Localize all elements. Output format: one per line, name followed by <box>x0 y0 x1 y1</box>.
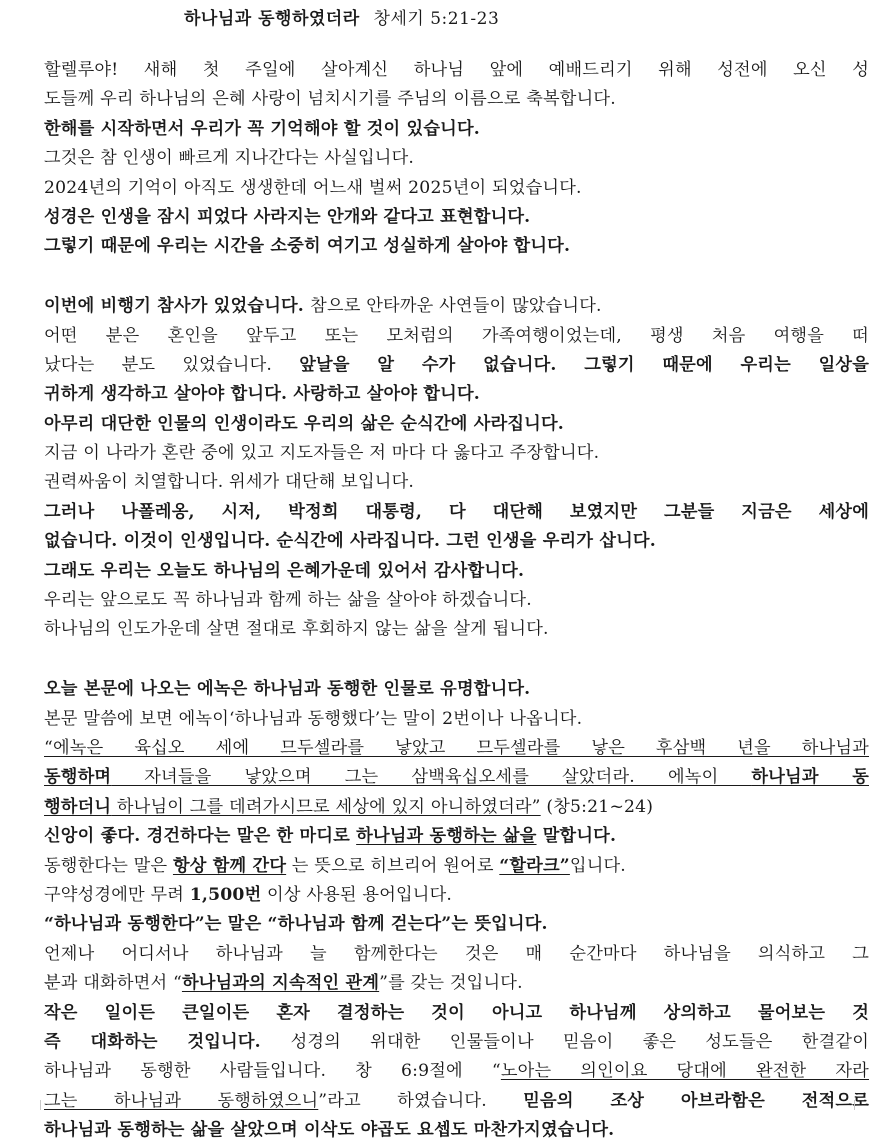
text-line <box>44 615 869 644</box>
text-segment: 어떤 분은 혼인을 앞두고 또는 모처럼의 가족여행이었는데, 평생 처음 여행을 떠 <box>44 325 869 346</box>
text-segment: 즉 대화하는 것입니다. <box>44 1031 291 1052</box>
text-line <box>44 1057 869 1086</box>
text-segment: 본문 말씀에 보면 에녹이‘하나님과 동행했다’는 말이 2번이나 나옵니다. <box>44 708 583 729</box>
text-line <box>44 1028 869 1057</box>
text-line <box>44 203 869 232</box>
text-segment: 하나님의 인도가운데 살면 절대로 후회하지 않는 삶을 살게 됩니다. <box>44 619 549 640</box>
text-segment: 이번에 비행기 참사가 있었습니다. <box>44 296 311 317</box>
paragraph-gap <box>44 645 869 675</box>
text-segment: 동행한다는 말은 <box>44 855 173 876</box>
text-segment: 아무리 대단한 인물의 인생이라도 우리의 삶은 순식간에 사라집니다. <box>44 413 564 434</box>
text-line <box>44 881 869 910</box>
text-line <box>44 763 869 792</box>
text-line <box>44 292 869 321</box>
text-segment: 구약성경에만 무려 <box>44 884 190 905</box>
text-line <box>44 174 869 203</box>
text-segment: 동행하며 <box>44 767 112 788</box>
text-segment: “할라크” <box>499 855 570 876</box>
text-segment: 그렇기 때문에 우리는 시간을 소중히 여기고 성실하게 살아야 합니다. <box>44 236 571 257</box>
text-line <box>44 557 869 586</box>
text-segment: 자녀들을 낳았으며 그는 삼백육십오세를 살았더라. 에녹이 <box>111 767 752 788</box>
text-segment: 우리는 앞으로도 꼭 하나님과 함께 하는 삶을 살아야 하겠습니다. <box>44 590 532 611</box>
text-segment: “에녹은 육십오 세에 므두셀라를 낳았고 므두셀라를 낳은 후삼백 년을 하나님과 <box>44 737 869 758</box>
text-line <box>44 232 869 261</box>
text-line <box>44 85 869 114</box>
text-line <box>44 322 869 351</box>
text-line <box>44 498 869 527</box>
text-segment: 지금 이 나라가 혼란 중에 있고 지도자들은 저 마다 다 옳다고 주장합니다. <box>44 443 600 464</box>
text-segment: 1,500번 <box>189 884 262 905</box>
text-line <box>44 56 869 85</box>
text-segment: 입니다. <box>569 855 626 876</box>
page-corner-mark <box>30 1100 41 1110</box>
text-segment: ”를 갖는 것입니다. <box>379 973 523 994</box>
text-line <box>44 410 869 439</box>
text-segment: 노아는 의인이요 당대에 완전한 자라 <box>500 1061 869 1082</box>
text-line <box>44 910 869 939</box>
text-segment: (창5:21~24) <box>540 796 654 817</box>
text-segment: ”라고 하였습니다. <box>318 1090 524 1111</box>
text-line <box>44 144 869 173</box>
text-line <box>44 351 869 380</box>
text-segment: 말합니다. <box>536 826 617 847</box>
text-segment: 하나님이 그를 데려가시므로 세상에 있지 아니하였더라” <box>111 796 541 817</box>
text-line <box>44 969 869 998</box>
text-segment: 그러나 나폴레옹, 시저, 박정희 대통령, 다 대단해 보였지만 그분들 지금은 세상에 <box>44 501 869 522</box>
text-segment: 행하더니 <box>44 796 112 817</box>
text-segment: 성경은 인생을 잠시 피었다 사라지는 안개와 같다고 표현합니다. <box>44 206 531 227</box>
page-corner-mark <box>854 1100 865 1110</box>
text-line <box>44 734 869 763</box>
text-line <box>44 380 869 409</box>
text-segment: 그것은 참 인생이 빠르게 지나간다는 사실입니다. <box>44 148 415 169</box>
text-segment: 하나님과의 지속적인 관계 <box>181 973 380 994</box>
text-segment: 분과 대화하면서 “ <box>44 973 182 994</box>
text-segment: 그래도 우리는 오늘도 하나님의 은혜가운데 있어서 감사합니다. <box>44 560 525 581</box>
text-segment: 참으로 안타까운 사연들이 많았습니다. <box>310 296 602 317</box>
text-line <box>44 1116 869 1145</box>
text-segment: 는 뜻으로 히브리어 원어로 <box>286 855 500 876</box>
text-segment: 2024년의 기억이 아직도 생생한데 어느새 벌써 2025년이 되었습니다. <box>44 177 582 198</box>
text-line <box>44 586 869 615</box>
text-line <box>44 852 869 881</box>
text-line <box>44 115 869 144</box>
text-segment: 하나님과 동행하는 삶을 살았으며 이삭도 야곱도 요셉도 마찬가지였습니다. <box>44 1120 615 1141</box>
text-segment: 오늘 본문에 나오는 에녹은 하나님과 동행한 인물로 유명합니다. <box>44 679 531 700</box>
text-segment: 권력싸움이 치열합니다. 위세가 대단해 보입니다. <box>44 472 415 493</box>
text-line <box>44 1087 869 1116</box>
text-segment: 작은 일이든 큰일이든 혼자 결정하는 것이 아니고 하나님께 상의하고 물어보는 것 <box>44 1002 869 1023</box>
text-segment: “하나님과 동행한다”는 말은 “하나님과 함께 걷는다”는 뜻입니다. <box>44 914 548 935</box>
text-line <box>44 675 869 704</box>
paragraph <box>44 292 869 645</box>
text-segment: 앞날을 알 수가 없습니다. 그렇기 때문에 우리는 일상을 <box>299 354 869 375</box>
scripture-reference: 창세기 5:21-23 <box>373 9 500 29</box>
text-segment: 할렐루야! 새해 첫 주일에 살아계신 하나님 앞에 예배드리기 위해 성전에 오신 성 <box>44 60 869 80</box>
text-segment: 믿음의 조상 아브라함은 전적으로 <box>523 1090 869 1111</box>
text-segment: 항상 함께 간다 <box>172 855 287 876</box>
text-segment: 없습니다. 이것이 인생입니다. 순식간에 사라집니다. 그런 인생을 우리가 삽니다. <box>44 531 656 552</box>
sermon-title: 하나님과 동행하였더라 <box>184 9 360 29</box>
text-segment: 이상 사용된 용어입니다. <box>261 884 453 905</box>
text-segment: 하나님과 동행하는 삶을 <box>356 826 537 847</box>
text-line <box>44 822 869 851</box>
text-segment: 언제나 어디서나 하나님과 늘 함께한다는 것은 매 순간마다 하나님을 의식하고 그 <box>44 943 869 964</box>
text-segment: 귀하게 생각하고 살아야 합니다. 사랑하고 살아야 합니다. <box>44 384 480 405</box>
text-segment: 났다는 분도 있었습니다. <box>44 354 300 375</box>
text-segment: 하나님과 동행한 사람들입니다. 창 6:9절에 “ <box>44 1061 501 1082</box>
text-line <box>44 940 869 969</box>
text-line <box>44 793 869 822</box>
text-line <box>44 705 869 734</box>
document-title <box>184 4 499 28</box>
text-segment: 신앙이 좋다. 경건하다는 말은 한 마디로 <box>44 826 357 847</box>
text-line <box>44 999 869 1028</box>
paragraph <box>44 675 869 1145</box>
text-segment: 도들께 우리 하나님의 은혜 사랑이 넘치시기를 주님의 이름으로 축복합니다. <box>44 89 616 110</box>
text-segment: 하나님과 동 <box>751 767 869 788</box>
text-line <box>44 527 869 556</box>
text-line <box>44 439 869 468</box>
text-segment: 성경의 위대한 인물들이나 믿음이 좋은 성도들은 한결같이 <box>290 1031 869 1052</box>
text-segment: 한해를 시작하면서 우리가 꼭 기억해야 할 것이 있습니다. <box>44 118 480 139</box>
paragraph <box>44 56 869 262</box>
text-line <box>44 468 869 497</box>
text-segment: 그는 하나님과 동행하였으니 <box>44 1090 319 1111</box>
document-body <box>44 56 869 1145</box>
paragraph-gap <box>44 262 869 292</box>
